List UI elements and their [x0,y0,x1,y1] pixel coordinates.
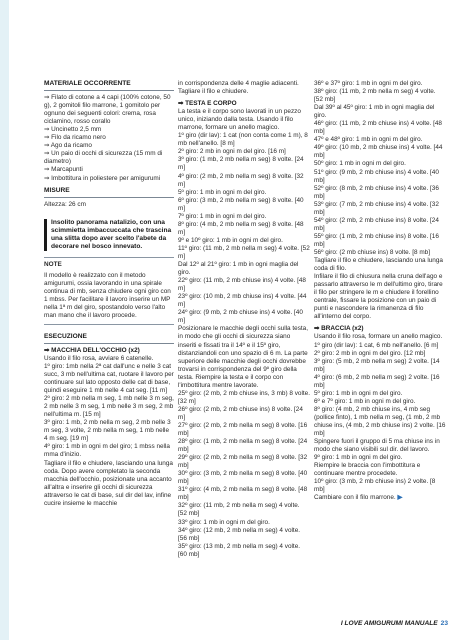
instruction-line: La testa e il corpo sono lavorati in un pezzo unico, iniziando dalla testa. Usando il filo marrone, formare un anello magico. [178,108,301,132]
eye-patch-title: ➡ MACCHIA DELL'OCCHIO (x2) [44,346,140,354]
divider [44,343,174,344]
material-item: ⇒ Filo da ricamo nero [44,134,106,142]
material-item: ⇒ Filato di cotone a 4 capi (100% cotone, 50 g), 2 gomitoli filo marrone, 1 gomitolo per ognuno dei seguenti colori: crema, rosa ciclamino, rosso corallo [44,94,171,126]
round-line: 31º giro: (4 mb, 2 mb nella m seg) 8 volte. [48 mb] [178,486,308,502]
round-line: 49º giro: (10 mb, 2 mb chiuse ins) 4 volte. [44 mb] [314,144,443,160]
round-line: 36º e 37º giro: 1 mb in ogni m del giro. [314,80,423,87]
round-line: 6º e 7º giro: 1 mb in ogni m del giro. [314,397,416,405]
head-body-steps [178,132,310,558]
instruction-line: Riempire le braccia con l'imbottitura e continuare mentre procedete. [314,462,421,478]
round-line: 38º giro: (11 mb, 2 mb nella m seg) 4 volte. [52 mb] [314,88,436,104]
instruction-line: Tagliare il filo e chiudere, lasciando una lunga coda. Dopo avere completato la seconda macchia dell'occhio, posizionate una accanto all'altra e inserire gli occhi di sicurezza attraverso le cat di base, sul dir del lav, infine cucire insieme le macchie [44,459,173,507]
column-2 [178,80,310,559]
instruction-line: 3º giro: 1 mb, 2 mb nella m seg, 2 mb nelle 3 m seg, 3 volte, 2 mb nella m seg, 1 mb nelle 4 m seg. [19 m] [44,419,171,443]
round-line: 46º giro: (11 mb, 2 mb chiuse ins) 4 volte. [48 mb] [314,120,442,136]
round-line: 34º giro: (12 mb, 2 mb nella m seg) 4 volte. [56 mb] [178,526,301,542]
round-line: 10º giro: (3 mb, 2 mb chiuse ins) 2 volte. [8 mb] [314,478,436,494]
round-line: 56º giro: (2 mb chiuse ins) 8 volte. [8 mb] [314,248,430,256]
round-line: 7º giro: 1 mb in ogni m del giro. [178,212,267,220]
instruction-line: Usando il filo rosa, formare un anello magico. [314,333,443,341]
round-line: 50º giro: 1 mb in ogni m del giro. [314,160,406,168]
round-line: 53º giro: (7 mb, 2 mb chiuse ins) 4 volte. [32 mb] [314,200,439,216]
material-item: ⇒ Marcapunti [44,166,83,174]
round-line: 26º giro: (2 mb, 2 mb chiuse ins) 8 volte. [24 m] [178,405,303,421]
instruction-line: Spingere fuori il gruppo di 5 ma chiuse ins in modo che siano visibili sul dir. del lavoro. [314,438,440,454]
round-line: 22º giro: (11 mb, 2 mb chiuse ins) 4 volte. [48 m] [178,277,306,293]
column-3 [314,80,446,502]
instruction-text: Cambiare con il filo marrone. [314,494,396,502]
instruction-line: 4º giro: 1 mb in ogni m del giro; 1 mbss nella mma d'inizio. [44,443,170,459]
round-line: 25º giro: (2 mb, 2 mb chiuse ins, 3 mb) 8 volte. [32 m] [178,389,310,405]
divider [44,90,174,91]
page-number: 23 [440,620,448,627]
size-title: MISURE [44,186,70,194]
page-edge-strip [0,0,9,640]
round-line: 2º giro: 2 mb in ogni m del giro. [16 m] [178,148,286,156]
instruction-line: Infilare il filo di chiusura nella cruna dell'ago e passarlo attraverso le m dell'ultimo giro, tirare il filo per stringere le m e chiudere il forellino centrale, fissare la posizione con un paio di punti e nascondere la rimanenza di filo all'interno del corpo. [314,273,443,321]
round-line: 51º giro: (9 mb, 2 mb chiuse ins) 4 volte. [40 mb] [314,168,439,184]
round-line: Dal 12º al 21º giro: 1 mb in ogni maglia del giro. [178,261,299,277]
round-line: 3º giro: (5 mb, 2 mb nella m seg) 2 volte. [14 mb] [314,357,440,373]
round-line: 9º giro: 1 mb in ogni m del giro. [314,454,403,462]
arms-title: ➡ BRACCIA (x2) [314,325,364,333]
material-item: ⇒ Imbottitura in poliestere per amigurumi [44,174,161,182]
round-line: 1º giro (dir lav): 1 cat, 6 mb nell'anello. [6 m] [314,341,439,349]
head-body-title: ➡ TESTA E CORPO [178,100,237,108]
instruction-line: Posizionare le macchie degli occhi sulla testa, in modo che gli occhi di sicurezza siano inseriti e fissati tra il 14º e il 15º giro, distanziandoli con uno spazio di 6 m. La parte superiore delle macchie degli occhi dovrebbe trovarsi in corrispondenza del 9º giro della testa. Riempire la testa e il corpo con l'imbottitura mentre lavorate. [178,325,309,389]
round-line: 8º giro: (4 mb, 2 mb chiuse ins, 4 mb seg (pollice finto), 1 mb nella m seg, (1 mb, 2 mb chiuse ins, (4 mb, 2 mb chiuse ins) 2 volte. [16 mb] [314,405,446,438]
round-line: 32º giro: (11 mb, 2 mb nella m seg) 4 volte. [52 mb] [178,502,300,518]
material-item: ⇒ Un paio di occhi di sicurezza (15 mm di diametro) [44,150,163,166]
continue-arrow-icon: ▶ [397,494,403,502]
note-box [44,257,174,324]
round-line: 4º giro: (6 mb, 2 mb nella m seg) 2 volte. [16 mb] [314,373,440,389]
instruction-line: in corrispondenza delle 4 maglie adiacenti. Tagliare il filo e chiudere. [178,80,299,96]
round-line: 8º giro: (4 mb, 2 mb nella m seg) 8 volte. [48 m] [178,220,304,236]
round-line: 23º giro: (10 mb, 2 mb chiuse ins) 4 volte. [44 m] [178,293,307,309]
page-footer [341,620,448,627]
round-line: 52º giro: (8 mb, 2 mb chiuse ins) 4 volte. [36 mb] [314,184,439,200]
round-line: 33º giro: 1 mb in ogni m del giro. [178,518,270,526]
arm-steps [314,342,446,503]
round-line: Dal 39º al 45º giro: 1 mb in ogni maglia del giro. [314,104,435,120]
round-line: 3º giro: (1 mb, 2 mb nella m seg) 8 volte. [24 m] [178,156,304,172]
column-1 [44,80,174,508]
round-line: 5º giro: 1 mb in ogni m del giro. [178,188,267,196]
intro-text: Insolito panorama natalizio, con una scimmietta imbaccuccata che trascina una slitta dopo aver scelto l'abete da decorare nel bosco innevato. [44,219,174,252]
round-line: 28º giro: (1 mb, 2 mb nella m seg) 8 volte. [24 mb] [178,438,308,454]
instruction-line [314,494,446,502]
note-title: NOTE [44,261,62,269]
round-line: 24º giro: (9 mb, 2 mb chiuse ins) 4 volte. [40 m] [178,309,303,325]
materials-title: MATERIALE OCCORRENTE [44,80,131,87]
round-line: 6º giro: (3 mb, 2 mb nella m seg) 8 volte. [40 m] [178,196,304,212]
round-line: 35º giro: (13 mb, 2 mb nella m seg) 4 volte. [60 mb] [178,542,301,558]
magazine-name: I LOVE AMIGURUMI MANUALE [340,620,438,627]
material-item: ⇒ Uncinetto 2,5 mm [44,126,102,134]
round-line: 9º e 10º giro: 1 mb in ogni m del giro. [178,236,283,244]
size-text: Altezza: 26 cm [44,200,86,208]
round-line: 1º giro (dir lav): 1 cat (non conta come 1 m), 8 mb nell'anello. [8 m] [178,132,308,148]
round-line: 4º giro: (2 mb, 2 mb nella m seg) 8 volte. [32 m] [178,172,304,188]
round-line: 11º giro: (11 mb, 2 mb nella m seg) 4 volte. [52 m] [178,244,310,260]
divider [44,197,174,198]
instruction-line: 1º giro: 1mb nella 2ª cat dall'unc e nelle 3 cat succ, 3 mb nell'ultima cat, ruotare il lavoro per continuare sul lato opposto delle cat di base, quindi eseguire 1 mb nelle 4 cat seg. [11 m] [44,362,174,395]
round-line: 54º giro: (2 mb, 2 mb chiuse ins) 8 volte. [24 mb] [314,216,439,232]
round-line: 55º giro: (1 mb, 2 mb chiuse ins) 8 volte. [16 mb] [314,232,439,248]
round-line: 27º giro: (2 mb, 2 mb nella m seg) 8 volte. [16 mb] [178,421,308,438]
material-item: ⇒ Ago da ricamo [44,142,92,150]
round-line: 30º giro: (3 mb, 2 mb nella m seg) 8 volte. [40 mb] [178,470,308,486]
round-line: 29º giro: (2 mb, 2 mb nella m seg) 8 volte. [32 mb] [178,454,308,470]
materials-list [44,94,174,183]
execution-title: ESECUZIONE [44,332,87,340]
round-line: 2º giro: 2 mb in ogni m del giro. [12 mb] [314,349,426,357]
instruction-line: Usando il filo rosa, avviare 6 catenelle. [44,354,154,362]
note-text: Il modello è realizzato con il metodo amigurumi, ossia lavorando in una spirale continua di mb, senza chiudere ogni giro con 1 mbss. Per facilitare il lavoro inserire un MP nella 1ª m del giro, spostandolo verso l'alto man mano che il lavoro procede. [44,271,171,319]
round-line: 5º giro: 1 mb in ogni m del giro. [314,389,403,397]
instruction-line: 2º giro: 2 mb nella m seg, 1 mb nelle 3 m seg, 2 mb nelle 3 m seg, 1 mb nelle 3 m seg, 2 mb nell'ultima m. [15 m] [44,395,174,419]
instruction-line: Tagliare il filo e chiudere, lasciando una lunga coda di filo. [314,257,443,273]
body-steps [314,80,446,321]
round-line: 47º e 48º giro: 1 mb in ogni m del giro. [314,136,423,144]
